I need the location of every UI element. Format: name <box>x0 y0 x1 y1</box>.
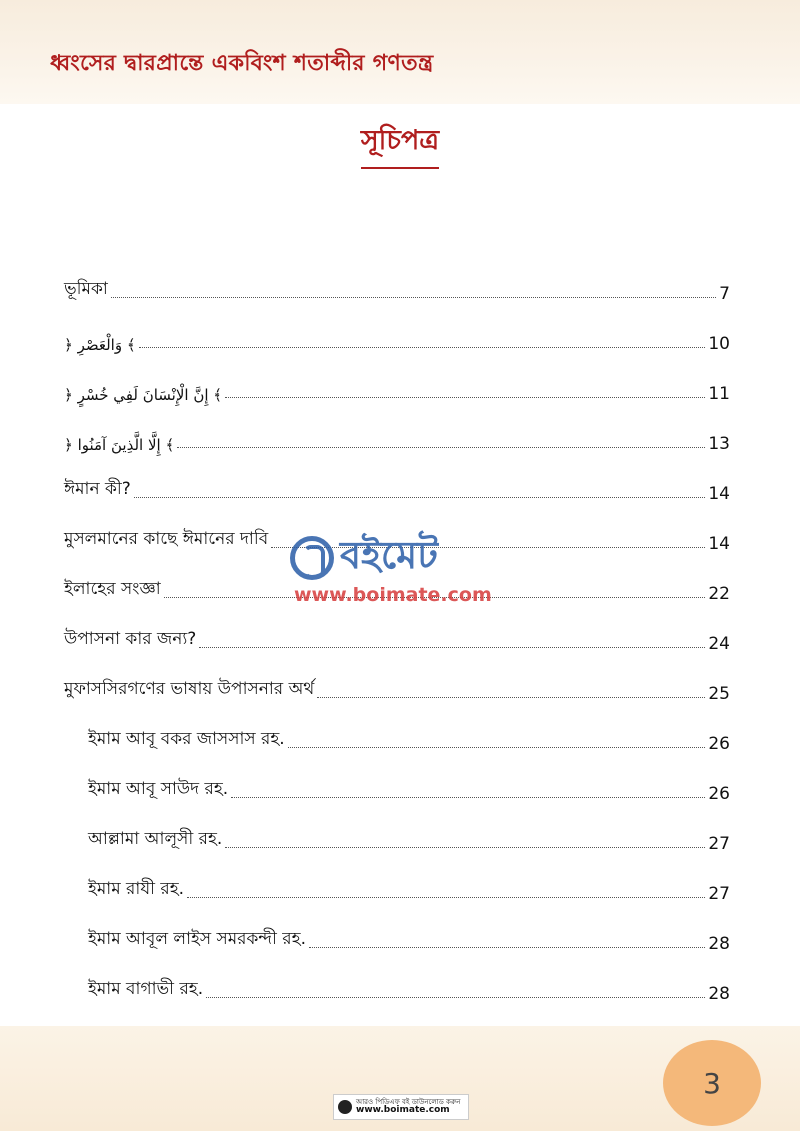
toc-entry-page: 27 <box>708 884 730 904</box>
toc-entry-label: মুসলমানের কাছে ঈমানের দাবি <box>64 529 269 549</box>
toc-entry-label: আল্লামা আলূসী রহ. <box>88 829 223 849</box>
toc-entry-label: ইমাম আবূ বকর জাসসাস রহ. <box>88 729 285 749</box>
toc-entry[interactable] <box>64 654 730 704</box>
paperclip-book-icon <box>290 536 334 580</box>
dot-leader <box>139 347 706 348</box>
badge-url: www.boimate.com <box>356 1105 450 1115</box>
toc-entry-page: 28 <box>708 984 730 1004</box>
toc-entry-label: ﴿ وَالْعَصْرِ ﴾ <box>64 336 136 354</box>
toc-entry-label: ইমাম আবূ সাউদ রহ. <box>88 779 229 799</box>
toc-entry-label: মুফাসসিরগণের ভাষায় উপাসনার অর্থ <box>64 679 315 699</box>
toc-entry-label: ﴿ إِنَّ الْإِنْسَانَ لَفِي خُسْرٍ ﴾ <box>64 386 223 404</box>
toc-entry-label: ইমাম বাগাভী রহ. <box>88 979 204 999</box>
toc-entry[interactable] <box>64 354 730 404</box>
toc-subentry[interactable] <box>64 854 730 904</box>
dot-leader <box>134 497 706 498</box>
dot-leader <box>206 997 705 998</box>
dot-leader <box>199 647 705 648</box>
toc-entry-page: 7 <box>719 284 730 304</box>
dot-leader <box>288 747 706 748</box>
toc-entry-page: 25 <box>708 684 730 704</box>
dot-leader <box>177 447 705 448</box>
toc-entry-page: 14 <box>708 484 730 504</box>
toc-heading-text: সূচিপত্র <box>361 120 439 169</box>
toc-entry[interactable] <box>64 454 730 504</box>
toc-entry-page: 22 <box>708 584 730 604</box>
watermark-logo <box>290 526 438 590</box>
watermark-url: www.boimate.com <box>294 584 492 606</box>
toc-entry[interactable] <box>64 304 730 354</box>
toc-entry-label: ইমাম আবূল লাইস সমরকন্দী রহ. <box>88 929 306 949</box>
toc-entry-page: 14 <box>708 534 730 554</box>
dot-leader <box>309 947 705 948</box>
toc-subentry[interactable] <box>64 804 730 854</box>
toc-entry[interactable] <box>64 404 730 454</box>
badge-text <box>356 1099 460 1115</box>
toc-entry[interactable] <box>64 254 730 304</box>
toc-entry-page: 28 <box>708 934 730 954</box>
toc-subentry[interactable] <box>64 904 730 954</box>
toc-entry-page: 24 <box>708 634 730 654</box>
book-title: ধ্বংসের দ্বারপ্রান্তে একবিংশ শতাব্দীর গণতন্ত্র <box>50 51 434 76</box>
header-band <box>0 0 800 104</box>
toc-entry-label: ইলাহের সংজ্ঞা <box>64 579 161 599</box>
toc-heading <box>0 120 800 169</box>
toc-entry-label: উপাসনা কার জন্য? <box>64 629 197 649</box>
page-number: 3 <box>663 1040 761 1126</box>
watermark-logo-text: বইমেট <box>340 533 438 577</box>
badge-line1: আরও পিডিএফ বই ডাউনলোড করুন <box>356 1098 461 1106</box>
toc-entry-label: ﴿ إِلَّا الَّذِينَ آمَنُوا ﴾ <box>64 436 175 454</box>
toc-entry-page: 26 <box>708 784 730 804</box>
toc-entry-page: 11 <box>708 384 730 404</box>
badge-logo-icon <box>338 1100 352 1114</box>
table-of-contents <box>64 254 730 1004</box>
toc-entry-label: ভূমিকা <box>64 279 108 299</box>
toc-entry-page: 10 <box>708 334 730 354</box>
toc-subentry[interactable] <box>64 754 730 804</box>
dot-leader <box>231 797 705 798</box>
toc-entry-label: ইমাম রাযী রহ. <box>88 879 185 899</box>
watermark <box>290 526 520 616</box>
download-badge[interactable] <box>333 1094 469 1120</box>
dot-leader <box>225 397 705 398</box>
dot-leader <box>187 897 705 898</box>
toc-subentry[interactable] <box>64 954 730 1004</box>
toc-entry-page: 27 <box>708 834 730 854</box>
dot-leader <box>111 297 716 298</box>
toc-entry-page: 26 <box>708 734 730 754</box>
toc-subentry[interactable] <box>64 704 730 754</box>
dot-leader <box>317 697 705 698</box>
toc-entry-page: 13 <box>708 434 730 454</box>
toc-entry-label: ঈমান কী? <box>64 479 131 499</box>
dot-leader <box>225 847 705 848</box>
